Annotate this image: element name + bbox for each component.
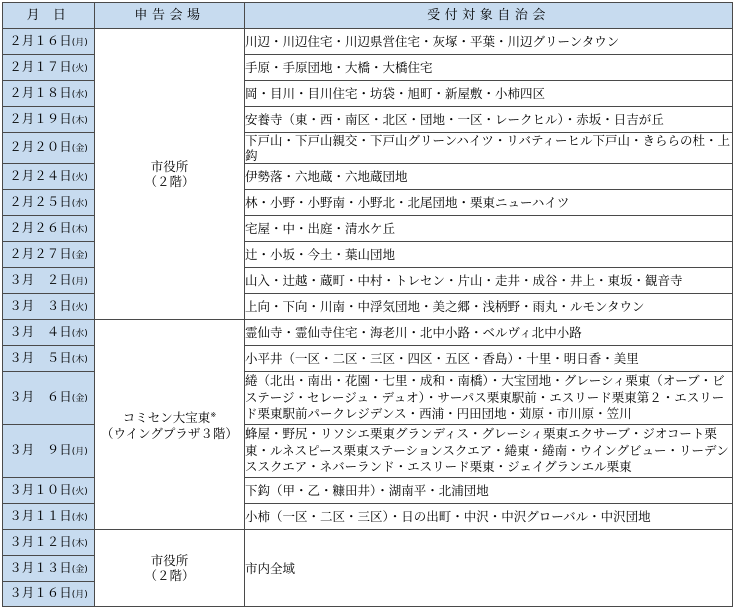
- orgs-cell: 霊仙寺・霊仙寺住宅・海老川・北中小路・ベルヴィ北中小路: [245, 320, 733, 346]
- date-cell: ２月１７日(火): [3, 55, 95, 81]
- venue-note-mark: ※: [210, 411, 217, 420]
- orgs-cell: 辻・小坂・今土・葉山団地: [245, 242, 733, 268]
- date-cell: ３月 ２日(月): [3, 268, 95, 294]
- venue-name: 市役所: [150, 159, 189, 174]
- orgs-cell: 安養寺（東・西・南区・北区・団地・一区・レークヒル）・赤坂・日吉が丘: [245, 107, 733, 133]
- date-cell: ２月２６日(木): [3, 216, 95, 242]
- header-date: 月 日: [3, 3, 95, 29]
- orgs-cell-citywide: 市内全域: [245, 530, 733, 607]
- date-cell: ３月１３日(金): [3, 556, 95, 582]
- orgs-cell: 上向・下向・川南・中浮気団地・美之郷・浅柄野・雨丸・ルモンタウン: [245, 294, 733, 320]
- venue-city-hall-1: [95, 29, 245, 320]
- orgs-cell: 伊勢落・六地蔵・六地蔵団地: [245, 164, 733, 190]
- date-cell: ３月１１日(水): [3, 504, 95, 530]
- date-cell: ２月１６日(月): [3, 29, 95, 55]
- header-row: [3, 3, 733, 29]
- orgs-cell: 下戸山・下戸山親交・下戸山グリーンハイツ・リバティーヒル下戸山・きららの杜・上鈎: [245, 133, 733, 164]
- header-orgs: 受付対象自治会: [245, 3, 733, 29]
- orgs-cell: 下鈎（甲・乙・糠田井）・湖南平・北浦団地: [245, 478, 733, 504]
- date-cell: ３月 ６日(金): [3, 372, 95, 425]
- table-row: [3, 530, 733, 556]
- tax-filing-schedule-table: [2, 2, 733, 607]
- orgs-cell: 綣（北出・南出・花園・七里・成和・南橋）・大宝団地・グレーシィ栗東（オーブ・ビステージ・セレージュ・デュオ）・サーパス栗東駅前・エスリード栗東第２・エスリード栗東駅前パークレジデンス・西浦・円田団地・苅原・市川原・笠川: [245, 372, 733, 425]
- venue-name: コミセン大宝東: [122, 410, 211, 426]
- date-cell: ３月１２日(木): [3, 530, 95, 556]
- date-cell: ３月１０日(火): [3, 478, 95, 504]
- venue-floor: （２階）: [144, 568, 195, 583]
- header-venue: 申告会場: [95, 3, 245, 29]
- date-cell: ３月 ４日(水): [3, 320, 95, 346]
- venue-community-center: [95, 320, 245, 530]
- venue-floor: （２階）: [144, 174, 195, 189]
- orgs-cell: 宅屋・中・出庭・清水ケ丘: [245, 216, 733, 242]
- date-cell: ３月 ３日(火): [3, 294, 95, 320]
- orgs-cell: 川辺・川辺住宅・川辺県営住宅・灰塚・平葉・川辺グリーンタウン: [245, 29, 733, 55]
- date-cell: ２月２４日(火): [3, 164, 95, 190]
- table-row: [3, 29, 733, 55]
- date-cell: ３月１６日(月): [3, 582, 95, 607]
- venue-sub: （ウイングプラザ３階）: [101, 425, 238, 441]
- date-cell: ２月２５日(水): [3, 190, 95, 216]
- orgs-cell: 手原・手原団地・大橋・大橋住宅: [245, 55, 733, 81]
- orgs-cell: 岡・目川・目川住宅・坊袋・旭町・新屋敷・小柿四区: [245, 81, 733, 107]
- orgs-cell: 小平井（一区・二区・三区・四区・五区・香島）・十里・明日香・美里: [245, 346, 733, 372]
- date-cell: ２月２７日(金): [3, 242, 95, 268]
- table-row: [3, 320, 733, 346]
- date-cell: ２月１８日(水): [3, 81, 95, 107]
- venue-city-hall-2: [95, 530, 245, 607]
- orgs-cell: 林・小野・小野南・小野北・北尾団地・栗東ニューハイツ: [245, 190, 733, 216]
- orgs-cell: 蜂屋・野尻・リソシエ栗東グランディス・グレーシィ栗東エクサーブ・ジオコート栗東・ルネスピース栗東ステーションスクエア・綣東・綣南・ウイングビュー・リーデンススクエア・ネバーランド・エスリード栗東・ジェイグランエル栗東: [245, 425, 733, 478]
- orgs-cell: 小柿（一区・二区・三区）・日の出町・中沢・中沢グローバル・中沢団地: [245, 504, 733, 530]
- venue-name: 市役所: [150, 553, 189, 568]
- date-cell: ３月 ５日(木): [3, 346, 95, 372]
- date-cell: ２月２０日(金): [3, 133, 95, 164]
- orgs-cell: 山入・辻越・蔵町・中村・トレセン・片山・走井・成谷・井上・東坂・観音寺: [245, 268, 733, 294]
- date-cell: ３月 ９日(月): [3, 425, 95, 478]
- date-cell: ２月１９日(木): [3, 107, 95, 133]
